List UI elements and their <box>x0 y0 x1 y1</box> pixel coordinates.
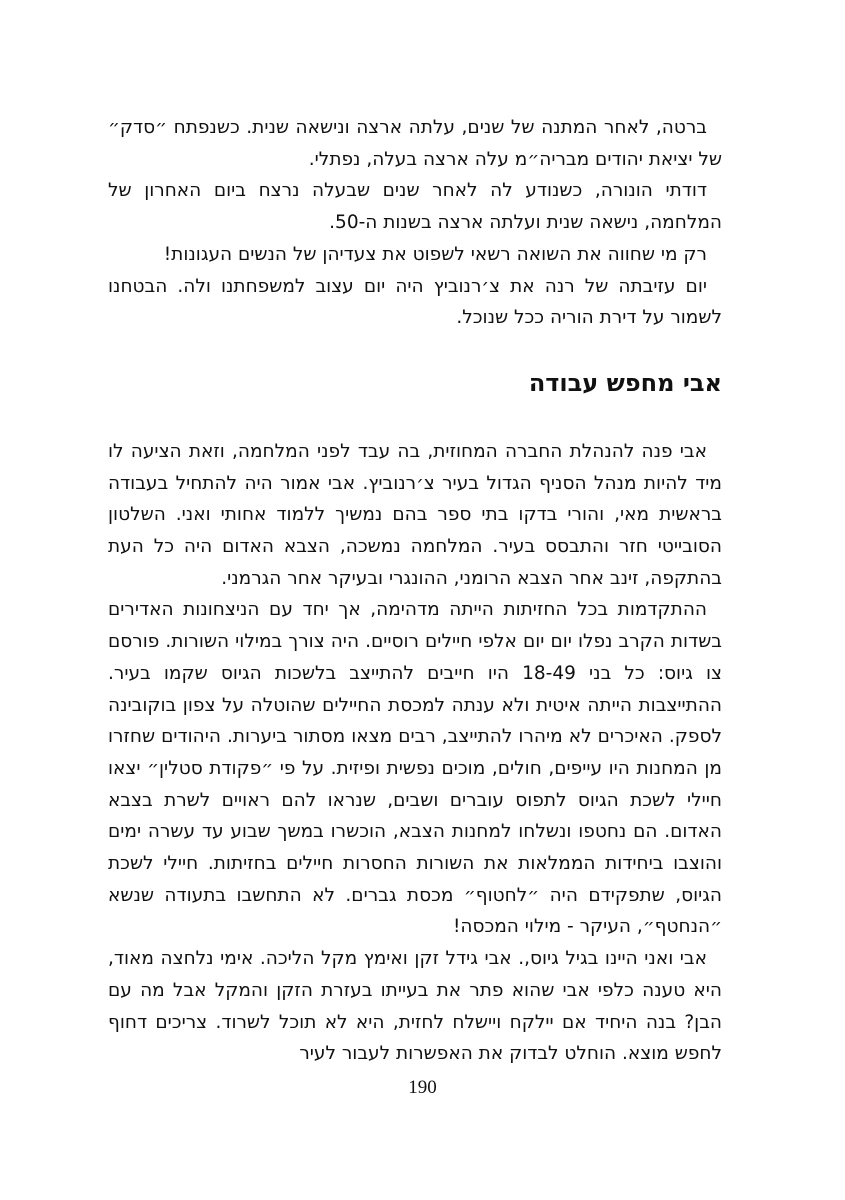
page-number: 190 <box>408 1077 437 1098</box>
paragraph-father-job: אבי פנה להנהלת החברה המחוזית, בה עבד לפני המלחמה, וזאת הציעה לו מיד להיות מנהל הסניף הגדול בעיר צ׳רנוביץ. אבי אמור היה להתחיל בעבודה בראשית מאי, והורי בדקו בתי ספר בהם נמשיך ללמוד אחותי ואני. השלטון הסובייטי חזר והתבסס בעיר. המלחמה נמשכה, הצבא האדום היה כל העת בהתקפה, זינב אחר הצבא הרומני, ההונגרי ובעיקר אחר הגרמני. <box>108 440 722 589</box>
paragraph-honora: דודתי הונורה, כשנודע לה לאחר שנים שבעלה נרצח ביום האחרון של המלחמה, נישאה שנית ועלתה ארצה בשנות ה-50. <box>108 180 722 234</box>
paragraph-draft-age: אבי ואני היינו בגיל גיוס,. אבי גידל זקן ואימץ מקל הליכה. אימי נלחצה מאוד, היא טענה כלפי אבי שהוא פתר את בעייתו בעזרת הזקן והמקל אבל מה עם הבן? בנה היחיד אם יילקח ויישלח לחזית, היא לא תוכל לשרוד. צריכים דחוף לחפש מוצא. הוחלט לבדוק את האפשרות לעבור לעיר <box>108 948 722 1065</box>
paragraph-draft: ההתקדמות בכל החזיתות הייתה מדהימה, אך יחד עם הניצחונות האדירים בשדות הקרב נפלו יום יום אלפי חיילים רוסיים. היה צורך במילוי השורות. פורסם צו גיוס: כל בני 18-49 היו חייבים להתייצב בלשכות הגיוס שקמו בעיר. ההתייצבות הייתה איטית ולא ענתה למכסת החיילים שהוטלה על צפון בוקובינה לספק. האיכרים לא מיהרו להתייצב, רבים מצאו מסתור ביערות. היהודים שחזרו מן המחנות היו עייפים, חולים, מוכים נפשית ופיזית. על פי ״פקודת סטלין״ יצאו חיילי לשכת הגיוס לתפוס עוברים ושבים, שנראו להם ראויים לשרת בצבא האדום. הם נחטפו ונשלחו למחנות הצבא, הוכשרו במשך שבוע עד עשרה ימים והוצבו ביחידות הממלאות את השורות החסרות חיילים בחזיתות. חיילי לשכת הגיוס, שתפקידם היה ״לחטוף״ מכסת גברים. לא התחשבו בתעודה שנשא ״הנחטף״, העיקר - מילוי המכסה! <box>108 599 723 938</box>
paragraph-berta: ברטה, לאחר המתנה של שנים, עלתה ארצה ונישאה שנית. כשנפתח ״סדק״ של יציאת יהודים מבריה״מ עלה ארצה בעלה, נפתלי. <box>108 117 722 170</box>
paragraph-judgement: רק מי שחווה את השואה רשאי לשפוט את צעדיהן של הנשים העגונות! <box>163 243 707 265</box>
page-body <box>108 112 722 1070</box>
section-title: אבי מחפש עבודה <box>528 368 722 397</box>
paragraph-rena-departure: יום עזיבתה של רנה את צ׳רנוביץ היה יום עצוב למשפחתנו ולה. הבטחנו לשמור על דירת הוריה ככל שנוכל. <box>108 275 722 329</box>
